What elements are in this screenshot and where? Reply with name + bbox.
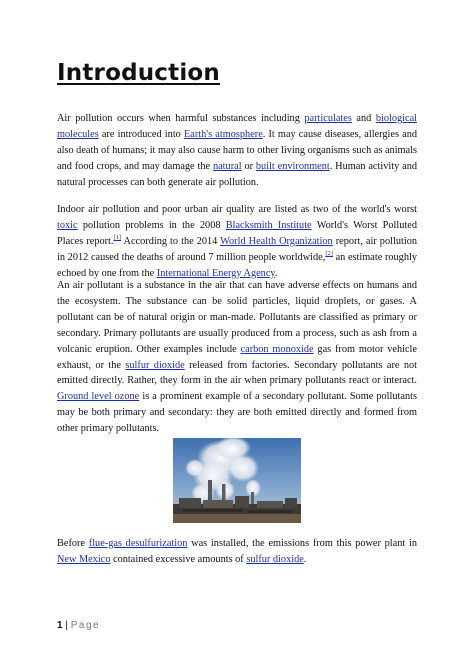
text-run: contained excessive amounts of: [110, 553, 247, 565]
text-run: Air pollution occurs when harmful substances including: [57, 113, 305, 124]
text-run: was installed, the emissions from this power plant in: [187, 538, 417, 549]
link-new-mexico[interactable]: New Mexico: [57, 553, 111, 565]
paragraph-3: [57, 278, 417, 437]
link-carbon-monoxide[interactable]: carbon monoxide: [240, 343, 314, 355]
text-run: World's Worst Polluted Places report.: [57, 219, 417, 247]
page-number: 1: [57, 620, 63, 631]
text-run: report, air pollution in 2012 caused the deaths of around 7 million people worldwide,: [57, 235, 417, 263]
text-run: .: [274, 267, 278, 279]
power-plant-photo: [173, 438, 301, 523]
link-sulfur-dioxide-caption[interactable]: sulfur dioxide: [246, 553, 304, 565]
paragraph-2: [57, 202, 417, 282]
text-run: An air pollutant is a substance in the air that can have adverse effects on humans and the ecosystem. The substance can be solid particles, liquid droplets, or gases. A pollutant can be of natural origin or man-made. Pollutants are classified as primary or secondary. Primary pollutants are usually produced from a process, such as ash from a volcanic eruption. Other examples include: [57, 280, 417, 355]
link-flue-gas-desulfurization[interactable]: flue-gas desulfurization: [88, 538, 188, 549]
citation-1[interactable]: [1]: [113, 233, 122, 241]
text-run: released from factories. Secondary pollutants are not emitted directly. Rather, they form in the air when primary pollutants react or interact.: [57, 359, 417, 387]
link-particulates[interactable]: particulates: [304, 113, 352, 124]
link-earths-atmosphere[interactable]: Earth's atmosphere: [183, 128, 263, 140]
text-run: . Human activity and natural processes can both generate air pollution.: [57, 160, 417, 188]
page-label: Page: [70, 620, 101, 631]
page-footer: [57, 620, 100, 631]
text-run: or: [241, 160, 256, 172]
link-built-environment[interactable]: built environment: [255, 160, 330, 172]
footer-separator: |: [65, 620, 68, 631]
photo-caption: [57, 536, 417, 568]
text-run: Before: [57, 538, 89, 549]
citation-2[interactable]: [2]: [325, 249, 333, 257]
page-title: Introduction: [57, 60, 220, 86]
text-run: pollution problems in the 2008: [77, 219, 226, 231]
link-biological-molecules[interactable]: biological molecules: [57, 113, 418, 140]
text-run: an estimate roughly echoed by one from the: [57, 251, 417, 279]
text-run: Indoor air pollution and poor urban air quality are listed as two of the world's worst: [57, 204, 417, 215]
text-run: is a prominent example of a secondary pollutant. Some pollutants may be both primary and secondary: they are both emitted directly and formed from other primary pollutants.: [57, 391, 417, 435]
link-blacksmith-institute[interactable]: Blacksmith Institute: [225, 219, 312, 231]
text-run: .: [303, 553, 307, 565]
link-world-health-organization[interactable]: World Health Organization: [220, 235, 333, 247]
text-run: . It may cause diseases, allergies and also death of humans; it may also cause harm to other living organisms such as animals and food crops, and may damage the: [57, 128, 418, 172]
text-run: According to the 2014: [121, 235, 221, 247]
paragraph-1: [57, 111, 417, 191]
text-run: are introduced into: [98, 128, 184, 140]
text-run: and: [351, 113, 376, 124]
link-toxic[interactable]: toxic: [57, 219, 78, 231]
link-natural[interactable]: natural: [212, 160, 242, 172]
link-sulfur-dioxide[interactable]: sulfur dioxide: [125, 359, 185, 371]
link-international-energy-agency[interactable]: International Energy Agency: [156, 267, 275, 279]
link-ground-level-ozone[interactable]: Ground level ozone: [57, 391, 140, 403]
text-run: gas from motor vehicle exhaust, or the: [57, 343, 417, 371]
